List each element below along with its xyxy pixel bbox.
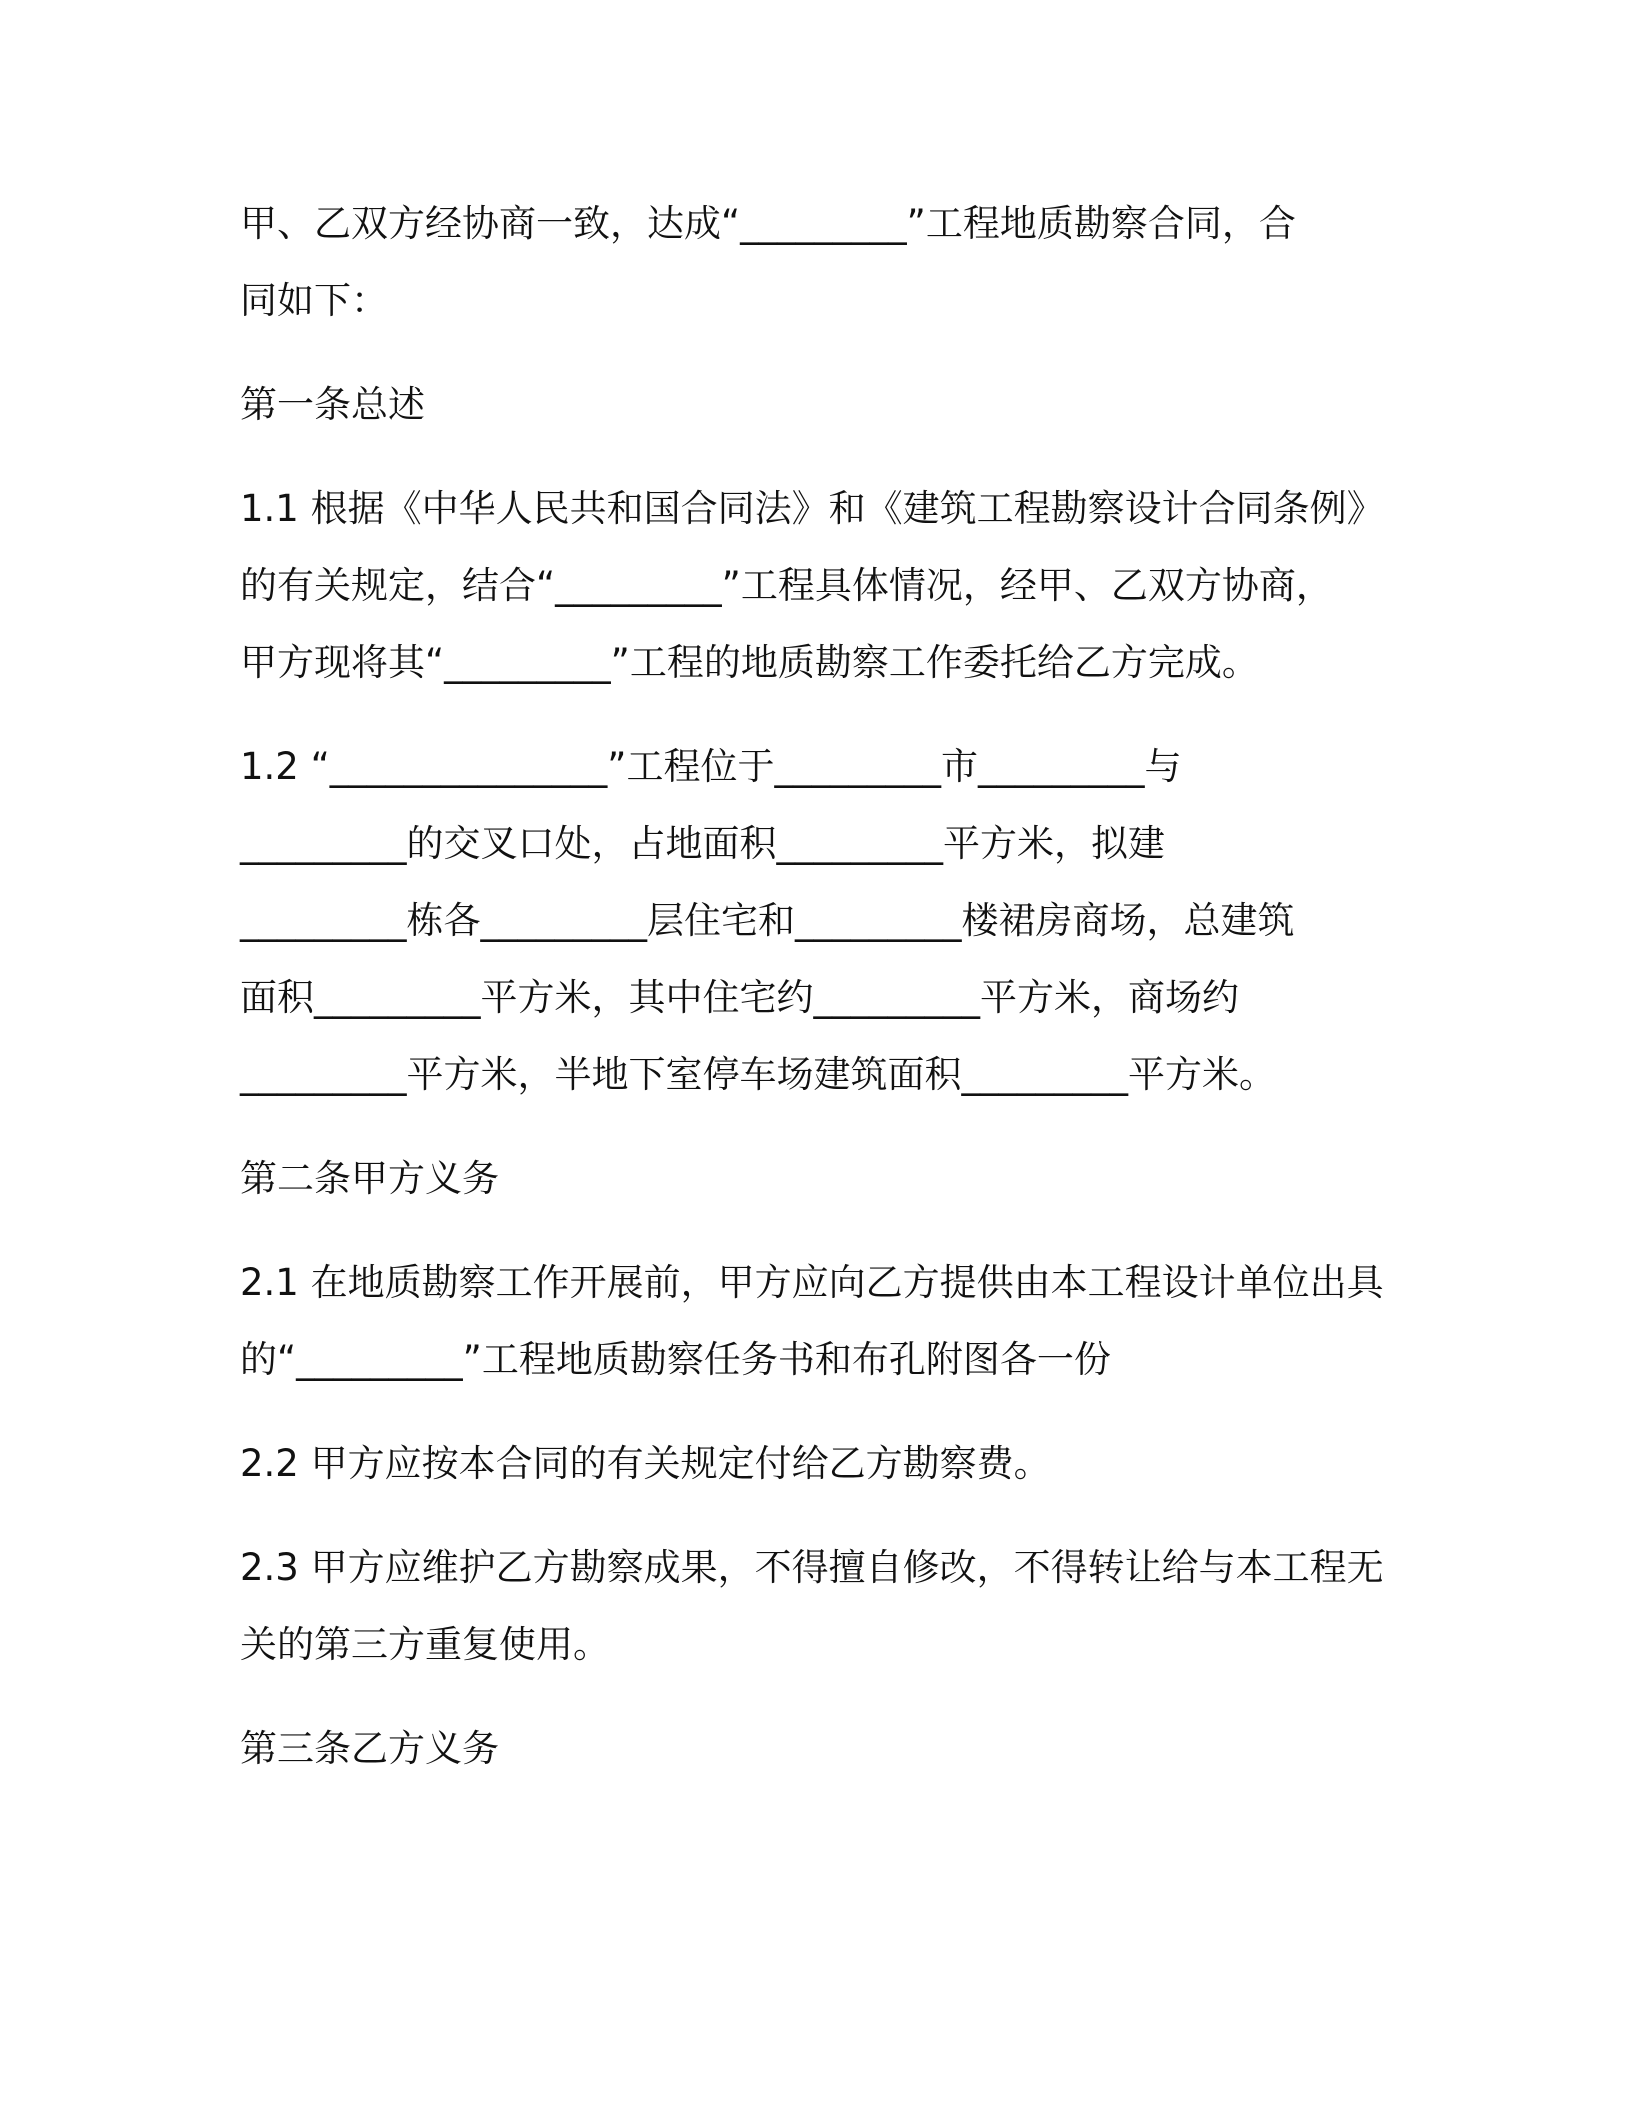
clause-1-1-line-1: 1.1 根据《中华人民共和国合同法》和《建筑工程勘察设计合同条例》 — [240, 487, 1384, 530]
clause-2-3-line-2: 关的第三方重复使用。 — [240, 1623, 610, 1666]
clause-1-1-line-3: 甲方现将其“_________”工程的地质勘察工作委托给乙方完成。 — [240, 641, 1259, 684]
clause-2-1 — [240, 1244, 1400, 1398]
clause-2-3-line-1: 2.3 甲方应维护乙方勘察成果，不得擅自修改，不得转让给与本工程无 — [240, 1546, 1384, 1589]
clause-2-1-line-2: 的“_________”工程地质勘察任务书和布孔附图各一份 — [240, 1338, 1111, 1381]
clause-1-2-line-3: _________栋各_________层住宅和_________楼裙房商场，总建筑 — [240, 899, 1295, 942]
intro-paragraph — [240, 185, 1400, 339]
article-1-title: 第一条总述 — [240, 383, 425, 426]
clause-1-2-line-5: _________平方米，半地下室停车场建筑面积_________平方米。 — [240, 1053, 1276, 1096]
intro-line-2: 同如下： — [240, 279, 388, 322]
clause-1-2-line-1: 1.2 “_______________”工程位于_________市_________与 — [240, 745, 1182, 788]
clause-1-1 — [240, 470, 1400, 701]
article-2-title: 第二条甲方义务 — [240, 1157, 499, 1200]
clause-2-2 — [240, 1425, 1400, 1502]
clause-2-3 — [240, 1529, 1400, 1683]
clause-2-1-line-1: 2.1 在地质勘察工作开展前，甲方应向乙方提供由本工程设计单位出具 — [240, 1261, 1384, 1304]
clause-1-1-line-2: 的有关规定，结合“_________”工程具体情况，经甲、乙双方协商， — [240, 564, 1333, 607]
clause-1-2 — [240, 728, 1400, 1113]
intro-line-1: 甲、乙双方经协商一致，达成“_________”工程地质勘察合同，合 — [240, 202, 1296, 245]
clause-2-2-line-1: 2.2 甲方应按本合同的有关规定付给乙方勘察费。 — [240, 1442, 1051, 1485]
article-3-title: 第三条乙方义务 — [240, 1727, 499, 1770]
clause-1-2-line-2: _________的交叉口处，占地面积_________平方米，拟建 — [240, 822, 1165, 865]
clause-1-2-line-4: 面积_________平方米，其中住宅约_________平方米，商场约 — [240, 976, 1239, 1019]
document-body — [240, 185, 1400, 1814]
